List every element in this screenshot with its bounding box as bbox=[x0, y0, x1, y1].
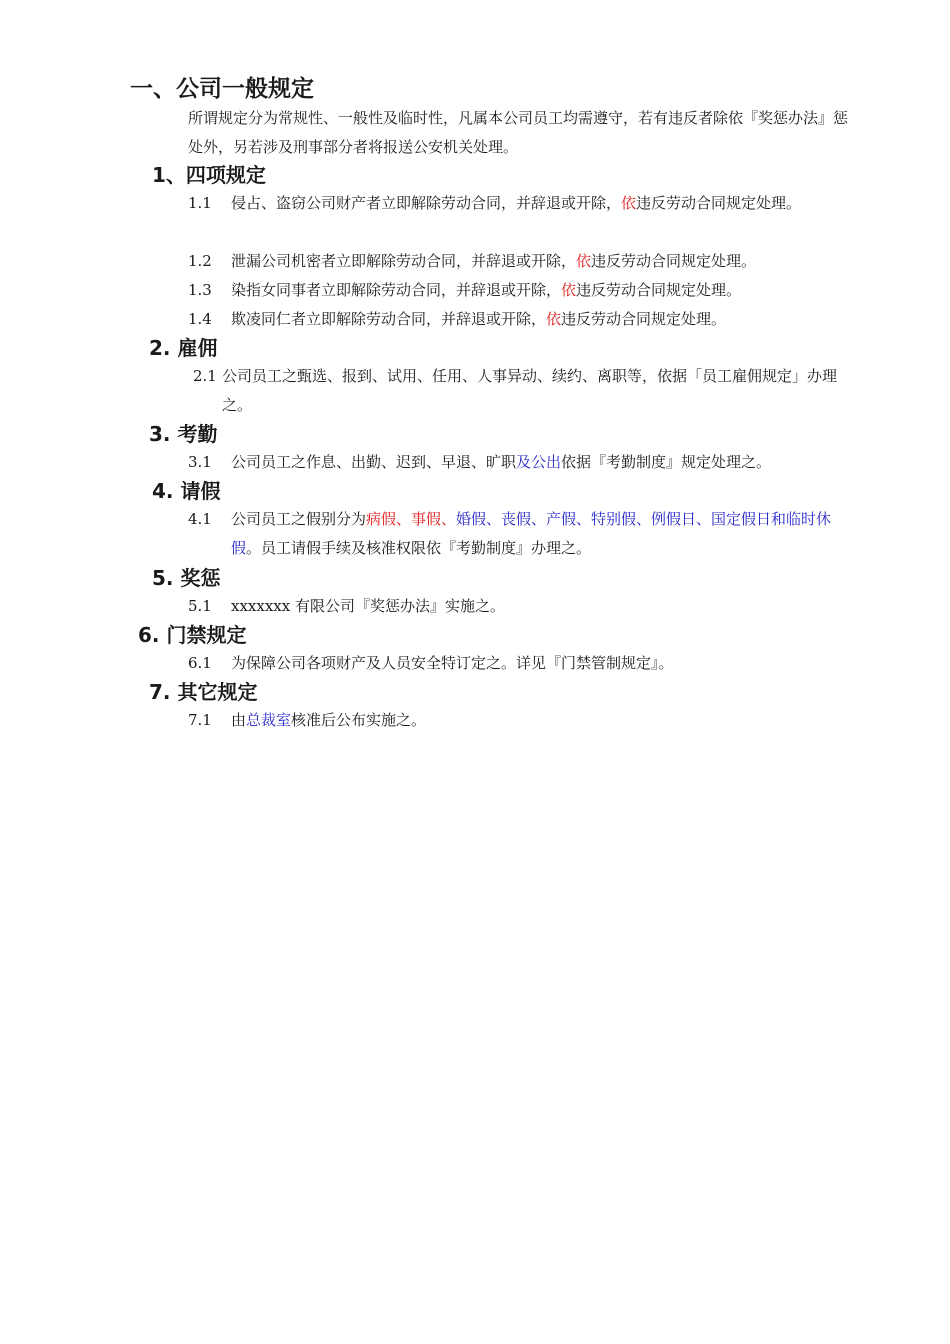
item-number: 4.1 bbox=[188, 510, 212, 528]
item-text: 公司员工之假别分为病假、事假、婚假、丧假、产假、特别假、例假日、国定假日和临时休假。员工请假手续及核准权限依『考勤制度』办理之。 bbox=[231, 510, 832, 557]
item-text: 欺凌同仁者立即解除劳动合同，并辞退或开除，依违反劳动合同规定处理。 bbox=[231, 310, 727, 328]
item-number: 3.1 bbox=[188, 453, 212, 471]
heading-other-rules: 7. 其它规定 bbox=[149, 680, 258, 704]
item-text: 为保障公司各项财产及人员安全特订定之。详见『门禁管制规定』。 bbox=[231, 654, 674, 672]
intro-paragraph: 所谓规定分为常规性、一般性及临时性，凡属本公司员工均需遵守，若有违反者除依『奖惩办法』惩处外，另若涉及刑事部分者将报送公安机关处理。 bbox=[188, 109, 849, 156]
heading-employment: 2. 雇佣 bbox=[149, 336, 218, 360]
item-number: 1.2 bbox=[188, 252, 212, 270]
heading-rewards-penalties: 5. 奖惩 bbox=[152, 566, 221, 590]
item-text: 染指女同事者立即解除劳动合同，并辞退或开除，依违反劳动合同规定处理。 bbox=[231, 281, 742, 299]
item-number: 1.1 bbox=[188, 194, 212, 212]
item-number: 2.1 bbox=[193, 367, 217, 385]
heading-leave: 4. 请假 bbox=[152, 479, 221, 503]
item-text: 公司员工之作息、出勤、迟到、早退、旷职及公出依据『考勤制度』规定处理之。 bbox=[231, 453, 772, 471]
heading-attendance: 3. 考勤 bbox=[149, 422, 218, 446]
heading-four-rules: 1、四项规定 bbox=[152, 163, 266, 187]
item-text: 泄漏公司机密者立即解除劳动合同，并辞退或开除，依违反劳动合同规定处理。 bbox=[231, 252, 757, 270]
item-number: 7.1 bbox=[188, 711, 212, 729]
item-number: 1.4 bbox=[188, 310, 212, 328]
item-text: xxxxxxx 有限公司『奖惩办法』实施之。 bbox=[231, 597, 505, 615]
item-text: 由总裁室核准后公布实施之。 bbox=[231, 711, 427, 729]
item-number: 1.3 bbox=[188, 281, 212, 299]
item-number: 5.1 bbox=[188, 597, 212, 615]
item-number: 6.1 bbox=[188, 654, 212, 672]
item-text: 侵占、盗窃公司财产者立即解除劳动合同，并辞退或开除，依违反劳动合同规定处理。 bbox=[231, 194, 802, 212]
section-title: 一、公司一般规定 bbox=[130, 76, 314, 102]
heading-access-control: 6. 门禁规定 bbox=[138, 623, 247, 647]
item-text: 公司员工之甄选、报到、试用、任用、人事异动、续约、离职等，依据「员工雇佣规定」办理之。 bbox=[222, 367, 838, 414]
